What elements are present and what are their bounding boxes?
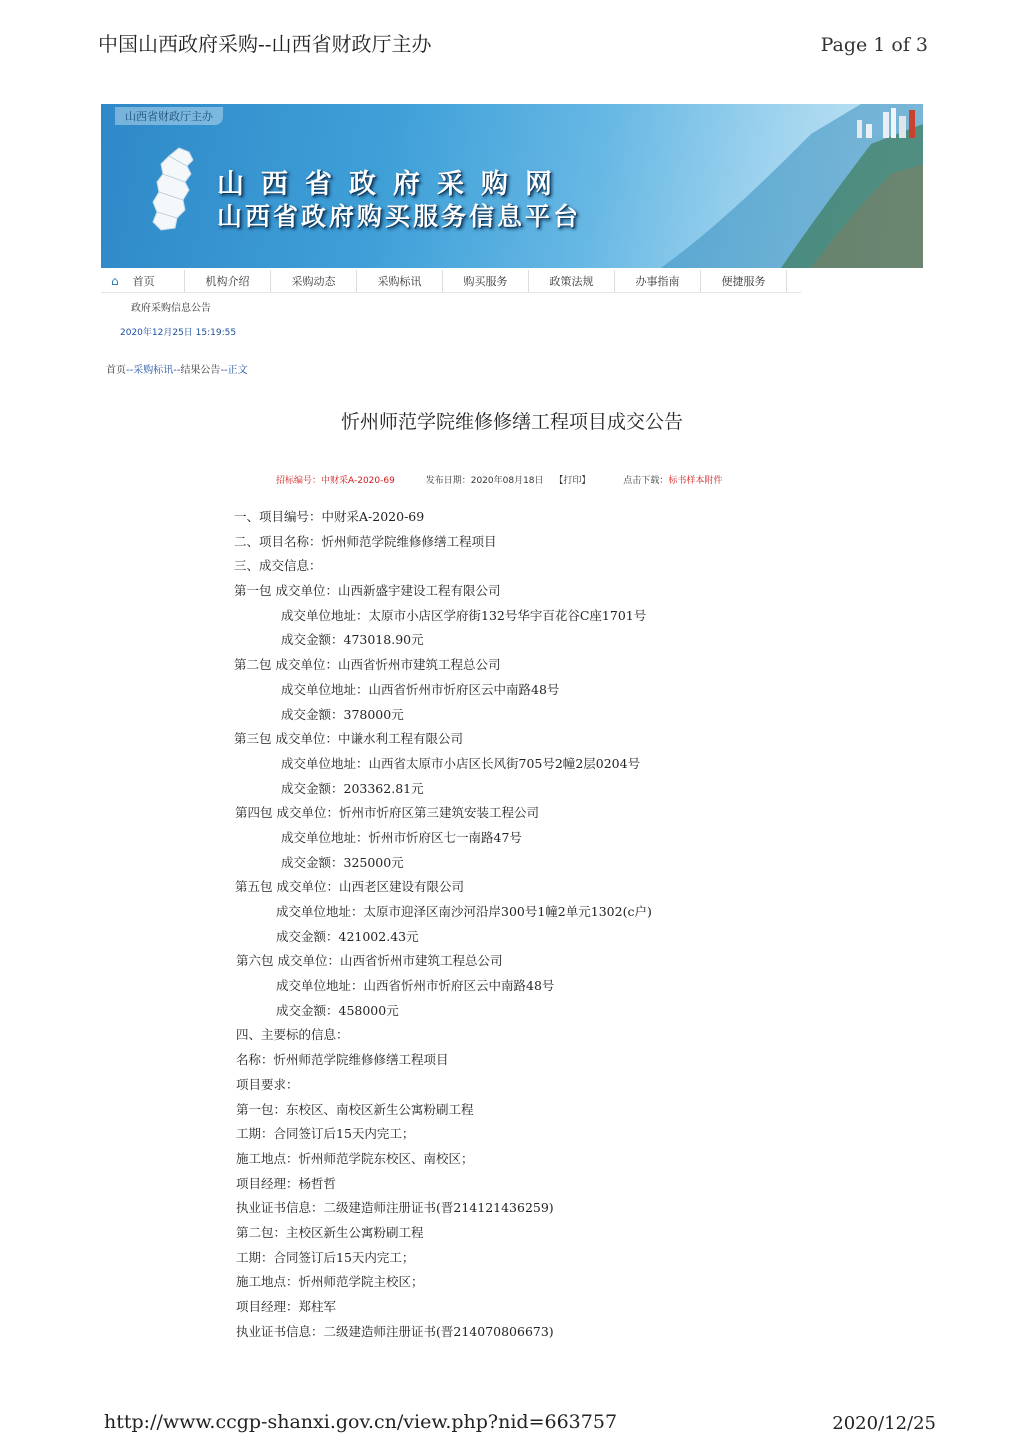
breadcrumb-separator: --	[173, 365, 181, 376]
nav-item-home[interactable]	[101, 270, 185, 292]
body-line: 成交金额：325000元	[281, 854, 404, 870]
article-body	[0, 505, 1024, 1344]
body-line: 成交单位地址：山西省忻州市忻府区云中南路48号	[276, 978, 555, 994]
body-line: 二、项目名称：忻州师范学院维修修缮工程项目	[234, 533, 497, 549]
body-line: 第四包 成交单位：忻州市忻府区第三建筑安装工程公司	[235, 805, 539, 821]
subnav-procurement-notices[interactable]: 政府采购信息公告	[131, 303, 211, 314]
body-line: 成交单位地址：太原市迎泽区南沙河沿岸300号1幢2单元1302(c户)	[276, 904, 652, 919]
breadcrumb-current: 正文	[227, 365, 248, 376]
body-line: 第五包 成交单位：山西老区建设有限公司	[235, 879, 464, 895]
body-line: 名称：忻州师范学院维修修缮工程项目	[236, 1052, 449, 1068]
body-line: 成交单位地址：太原市小店区学府街132号华宇百花谷C座1701号	[281, 607, 647, 623]
print-header-title: 中国山西政府采购--山西省财政厅主办	[98, 32, 432, 56]
bid-no-value: 中财采A-2020-69	[321, 476, 395, 486]
print-page-number: Page 1 of 3	[820, 34, 928, 56]
body-line: 执业证书信息：二级建造师注册证书(晋214121436259)	[236, 1200, 554, 1216]
body-line: 四、主要标的信息：	[236, 1027, 349, 1043]
breadcrumb-home[interactable]: 首页	[106, 365, 126, 376]
body-line: 项目要求：	[236, 1076, 299, 1092]
body-line: 第一包 成交单位：山西新盛宇建设工程有限公司	[234, 583, 501, 599]
main-nav	[101, 270, 801, 293]
shanxi-map-icon	[149, 146, 199, 232]
nav-item-convenience[interactable]: 便捷服务	[701, 270, 787, 292]
body-line: 工期：合同签订后15天内完工；	[236, 1249, 415, 1265]
body-line: 成交金额：421002.43元	[276, 928, 419, 944]
body-line: 第六包 成交单位：山西省忻州市建筑工程总公司	[236, 953, 503, 969]
banner-title-line1: 山西省政府采购网	[217, 169, 569, 200]
body-line: 工期：合同签订后15天内完工；	[236, 1126, 415, 1142]
home-icon: ⌂	[111, 274, 119, 288]
body-line: 成交金额：378000元	[281, 706, 404, 722]
body-line: 成交单位地址：忻州市忻府区七一南路47号	[281, 829, 522, 845]
body-line: 成交单位地址：山西省忻州市忻府区云中南路48号	[281, 681, 560, 697]
bid-no-label: 招标编号：	[276, 476, 322, 486]
body-line: 第一包：东校区、南校区新生公寓粉刷工程	[236, 1101, 474, 1117]
breadcrumb	[106, 361, 248, 376]
nav-item-about[interactable]: 机构介绍	[185, 270, 271, 292]
river-cityscape-image	[661, 104, 923, 268]
download-link[interactable]: 标书样本附件	[668, 476, 723, 486]
body-line: 成交金额：458000元	[276, 1002, 399, 1018]
body-line: 成交单位地址：山西省太原市小店区长风街705号2幢2层0204号	[281, 755, 641, 771]
body-line: 三、成交信息：	[234, 558, 322, 574]
body-line: 成交金额：473018.90元	[281, 632, 424, 648]
body-line: 项目经理：杨哲哲	[236, 1175, 337, 1191]
current-datetime: 2020年12月25日 15:19:55	[120, 328, 237, 338]
nav-item-policies[interactable]: 政策法规	[529, 270, 615, 292]
body-line: 施工地点：忻州师范学院主校区；	[236, 1274, 424, 1290]
breadcrumb-bid-notices[interactable]: 采购标讯	[133, 365, 174, 376]
breadcrumb-result-notices[interactable]: 结果公告	[180, 365, 221, 376]
article-title: 忻州师范学院维修修缮工程项目成交公告	[340, 411, 683, 433]
nav-item-procurement-news[interactable]: 采购动态	[271, 270, 357, 292]
banner-tag: 山西省财政厅主办	[115, 107, 223, 125]
download-label: 点击下载：	[623, 476, 669, 486]
nav-item-service-purchase[interactable]: 购买服务	[443, 270, 529, 292]
body-line: 第二包：主校区新生公寓粉刷工程	[236, 1224, 424, 1240]
nav-item-label: 首页	[132, 275, 155, 288]
body-line: 一、项目编号：中财采A-2020-69	[234, 509, 425, 524]
site-banner	[101, 104, 923, 268]
publish-date-label: 发布日期：	[425, 476, 471, 486]
breadcrumb-separator: --	[220, 365, 228, 376]
article-meta	[276, 473, 722, 486]
breadcrumb-separator: --	[126, 365, 134, 376]
body-line: 第二包 成交单位：山西省忻州市建筑工程总公司	[234, 657, 501, 673]
nav-item-guide[interactable]: 办事指南	[615, 270, 701, 292]
body-line: 执业证书信息：二级建造师注册证书(晋214070806673)	[236, 1323, 554, 1339]
banner-title-line2: 山西省政府购买服务信息平台	[217, 202, 582, 231]
print-footer-url: http://www.ccgp-shanxi.gov.cn/view.php?nid=663757	[104, 1411, 618, 1433]
body-line: 施工地点：忻州师范学院东校区、南校区；	[236, 1150, 474, 1166]
nav-item-bid-notices[interactable]: 采购标讯	[357, 270, 443, 292]
body-line: 第三包 成交单位：中谦水利工程有限公司	[234, 731, 463, 747]
body-line: 项目经理：郑柱军	[236, 1299, 337, 1314]
body-line: 成交金额：203362.81元	[281, 780, 424, 796]
print-footer-date: 2020/12/25	[832, 1413, 936, 1434]
publish-date-value: 2020年08月18日	[470, 476, 544, 486]
print-button[interactable]: 【打印】	[554, 476, 591, 486]
